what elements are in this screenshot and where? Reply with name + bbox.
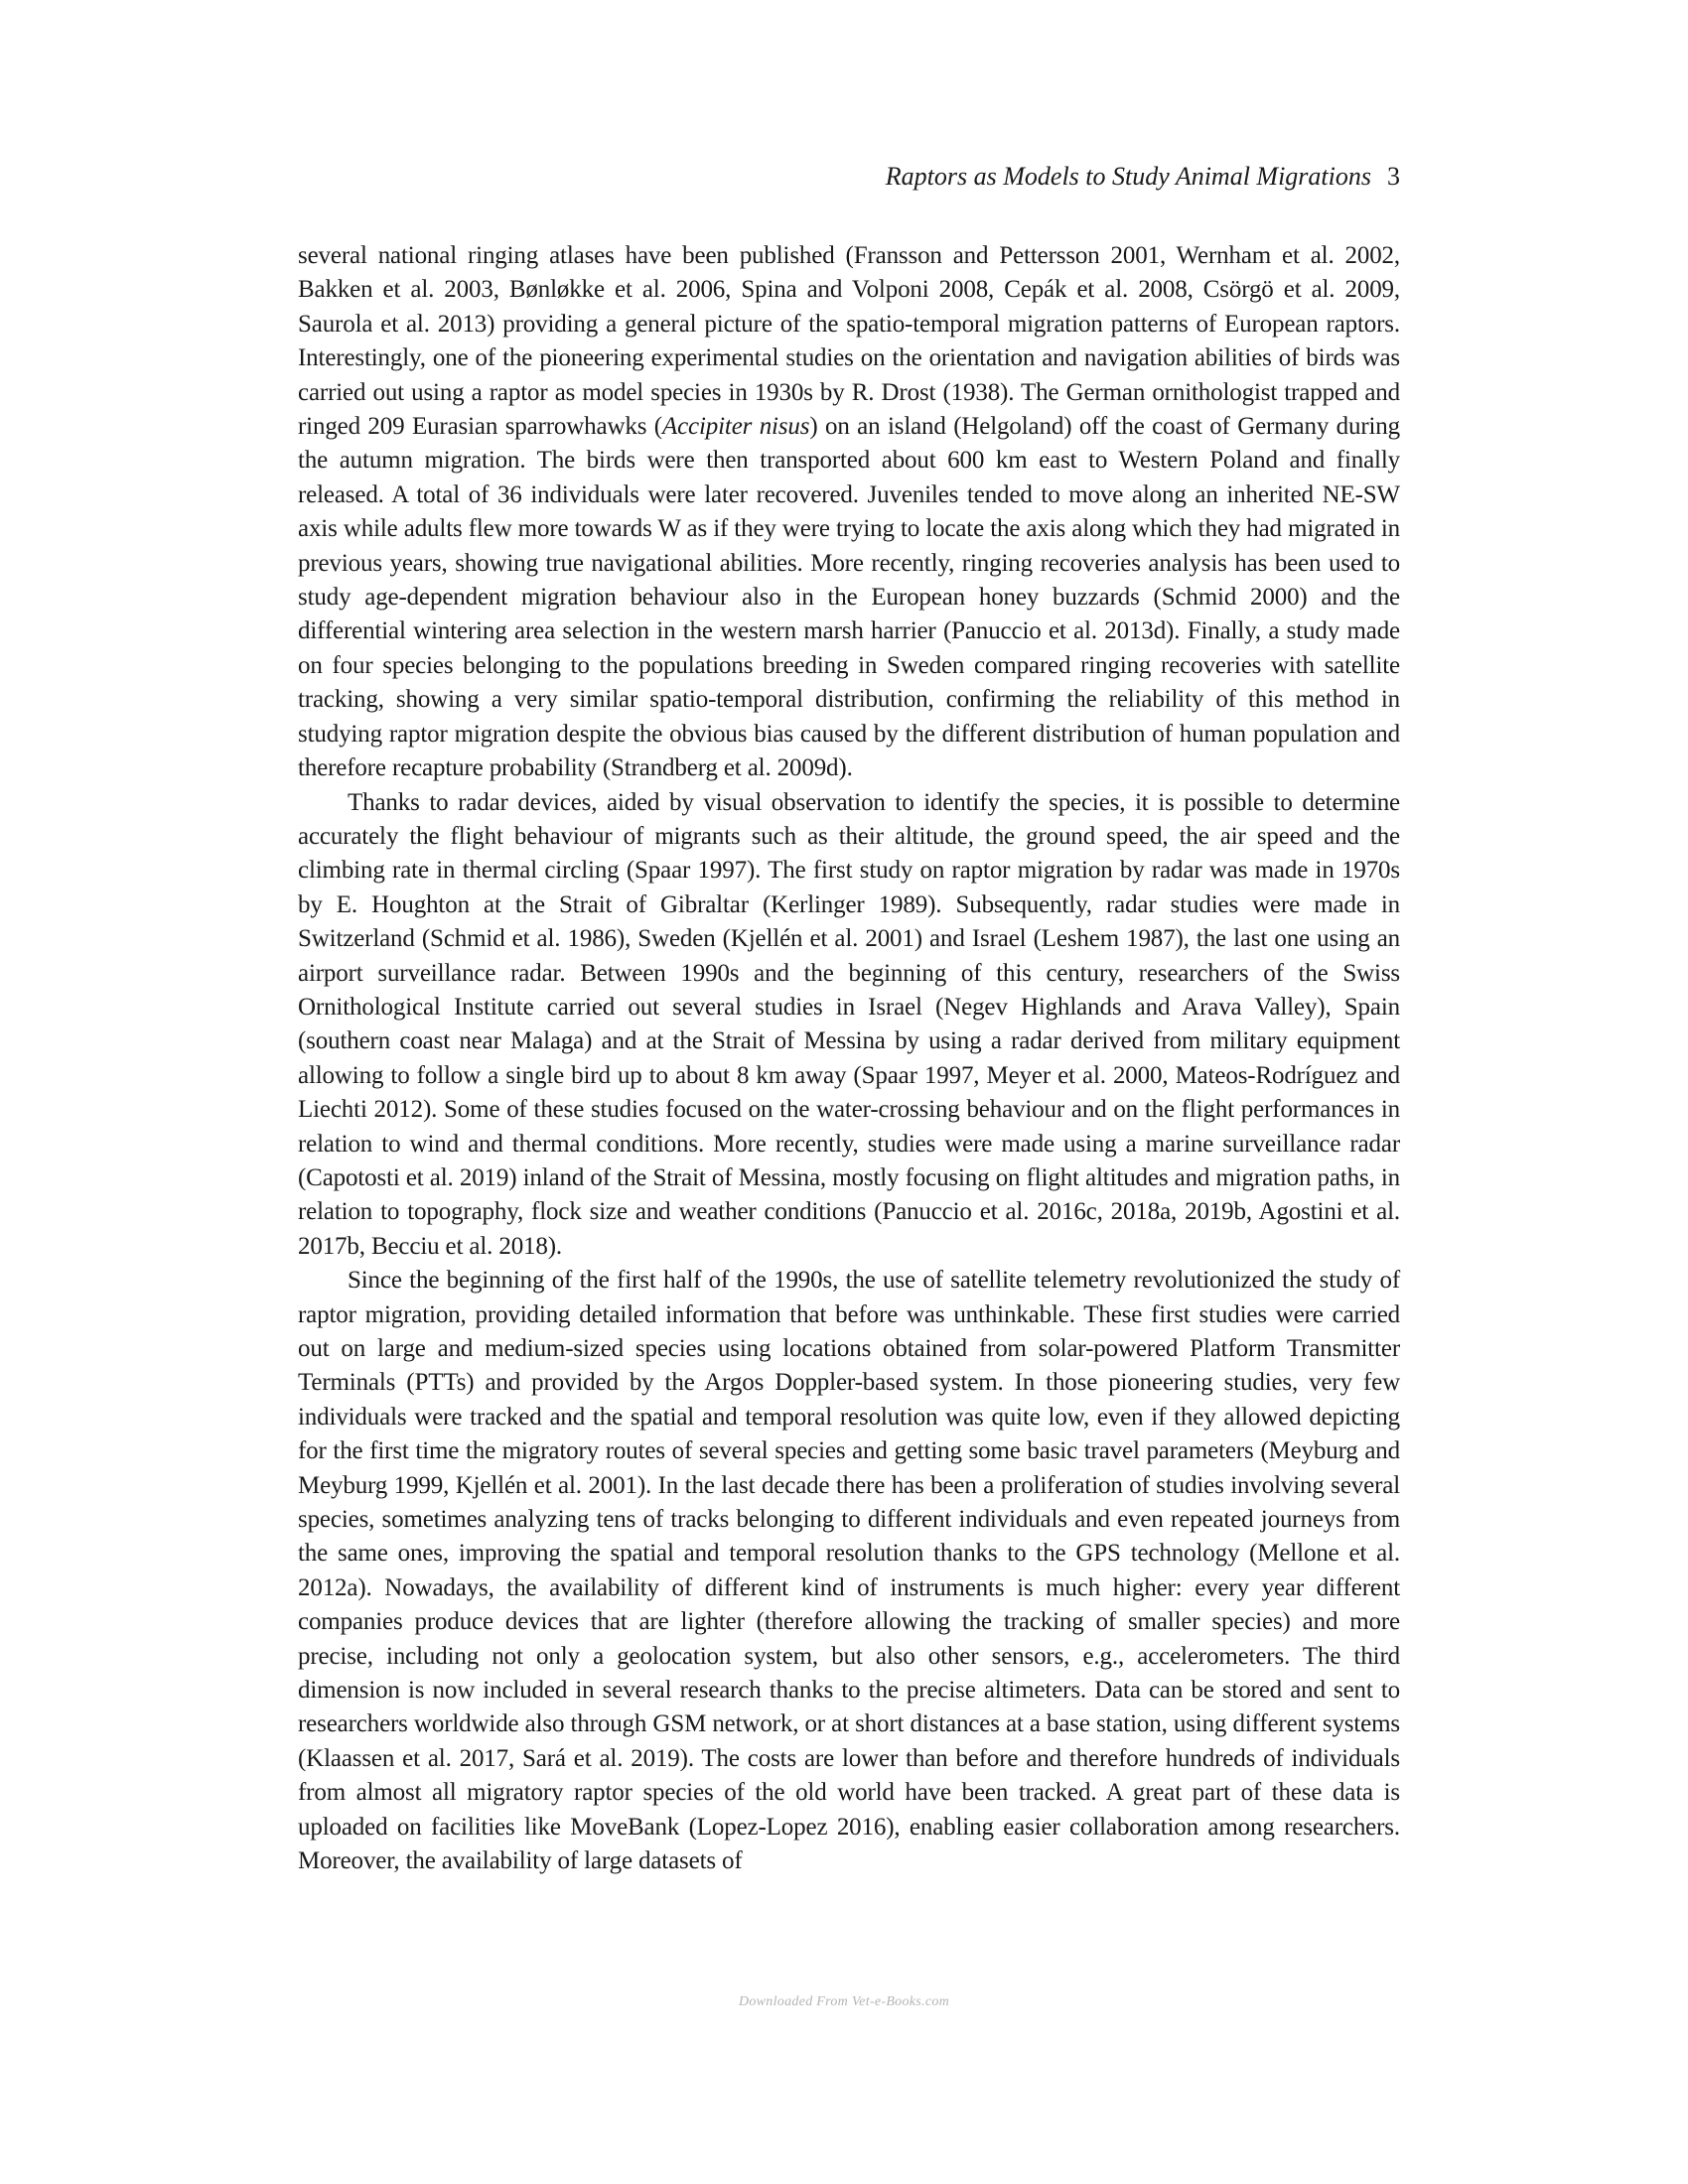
paragraph-ringing	[298, 239, 1400, 786]
running-title: Raptors as Models to Study Animal Migrations	[885, 162, 1371, 191]
paragraph-radar: Thanks to radar devices, aided by visual observation to identify the species, it is possible to determine accurately the flight behaviour of migrants such as their altitude, the ground speed, the air speed and the climbing rate in thermal circling (Spaar 1997). The first study on raptor migration by radar was made in 1970s by E. Houghton at the Strait of Gibraltar (Kerlinger 1989). Subsequently, radar studies were made in Switzerland (Schmid et al. 1986), Sweden (Kjellén et al. 2001) and Israel (Leshem 1987), the last one using an airport surveillance radar. Between 1990s and the beginning of this century, researchers of the Swiss Ornithological Institute carried out several studies in Israel (Negev Highlands and Arava Valley), Spain (southern coast near Malaga) and at the Strait of Messina by using a radar derived from military equipment allowing to follow a single bird up to about 8 km away (Spaar 1997, Meyer et al. 2000, Mateos-Rodríguez and Liechti 2012). Some of these studies focused on the water-crossing behaviour and on the flight performances in relation to wind and thermal conditions. More recently, studies were made using a marine surveillance radar (Capotosti et al. 2019) inland of the Strait of Messina, mostly focusing on flight altitudes and migration paths, in relation to topography, flock size and weather conditions (Panuccio et al. 2016c, 2018a, 2019b, Agostini et al. 2017b, Becciu et al. 2018).	[298, 788, 1400, 1260]
running-head	[298, 161, 1400, 193]
body-text	[298, 239, 1400, 1879]
paragraph-text: several national ringing atlases have been published (Fransson and Pettersson 2001, Wernham et al. 2002, Bakken et al. 2003, Bønløkke et al. 2006, Spina and Volponi 2008, Cepák et al. 2008, Csörgö et al. 2009, Saurola et al. 2013) providing a general picture of the spatio-temporal migration patterns of European raptors. Interestingly, one of the pioneering experimental studies on the orientation and navigation abilities of birds was carried out using a raptor as model species in 1930s by R. Drost (1938). The German ornithologist trapped and ringed 209 Eurasian sparrowhawks (	[298, 242, 1400, 441]
paragraph-satellite: Since the beginning of the first half of the 1990s, the use of satellite telemetry revolutionized the study of raptor migration, providing detailed information that before was unthinkable. These first studies were carried out on large and medium-sized species using locations obtained from solar-powered Platform Transmitter Terminals (PTTs) and provided by the Argos Doppler-based system. In those pioneering studies, very few individuals were tracked and the spatial and temporal resolution was quite low, even if they allowed depicting for the first time the migratory routes of several species and getting some basic travel parameters (Meyburg and Meyburg 1999, Kjellén et al. 2001). In the last decade there has been a proliferation of studies involving several species, sometimes analyzing tens of tracks belonging to different individuals and even repeated journeys from the same ones, improving the spatial and temporal resolution thanks to the GPS technology (Mellone et al. 2012a). Nowadays, the availability of different kind of instruments is much higher: every year different companies produce devices that are lighter (therefore allowing the tracking of smaller species) and more precise, including not only a geolocation system, but also other sensors, e.g., accelerometers. The third dimension is now included in several research thanks to the precise altimeters. Data can be stored and sent to researchers worldwide also through GSM network, or at short distances at a base station, using different systems (Klaassen et al. 2017, Sará et al. 2019). The costs are lower than before and therefore hundreds of individuals from almost all migratory raptor species of the old world have been tracked. A great part of these data is uploaded on facilities like MoveBank (Lopez-Lopez 2016), enabling easier collaboration among researchers. Moreover, the availability of large datasets of	[298, 1267, 1400, 1875]
page-number: 3	[1387, 162, 1400, 191]
paragraph-text: ) on an island (Helgoland) off the coast of Germany during the autumn migration. The birds were then transported about 600 km east to Western Poland and finally released. A total of 36 individuals were later recovered. Juveniles tended to move along an inherited NE-SW axis while adults flew more towards W as if they were trying to locate the axis along which they had migrated in previous years, showing true navigational abilities. More recently, ringing recoveries analysis has been used to study age-dependent migration behaviour also in the European honey buzzards (Schmid 2000) and the differential wintering area selection in the western marsh harrier (Panuccio et al. 2013d). Finally, a study made on four species belonging to the populations breeding in Sweden compared ringing recoveries with satellite tracking, showing a very similar spatio-temporal distribution, confirming the reliability of this method in studying raptor migration despite the obvious bias caused by the different distribution of human population and therefore recapture probability (Strandberg et al. 2009d).	[298, 413, 1401, 782]
species-name: Accipiter nisus	[661, 413, 810, 441]
watermark: Downloaded From Vet-e-Books.com	[738, 1994, 950, 2009]
